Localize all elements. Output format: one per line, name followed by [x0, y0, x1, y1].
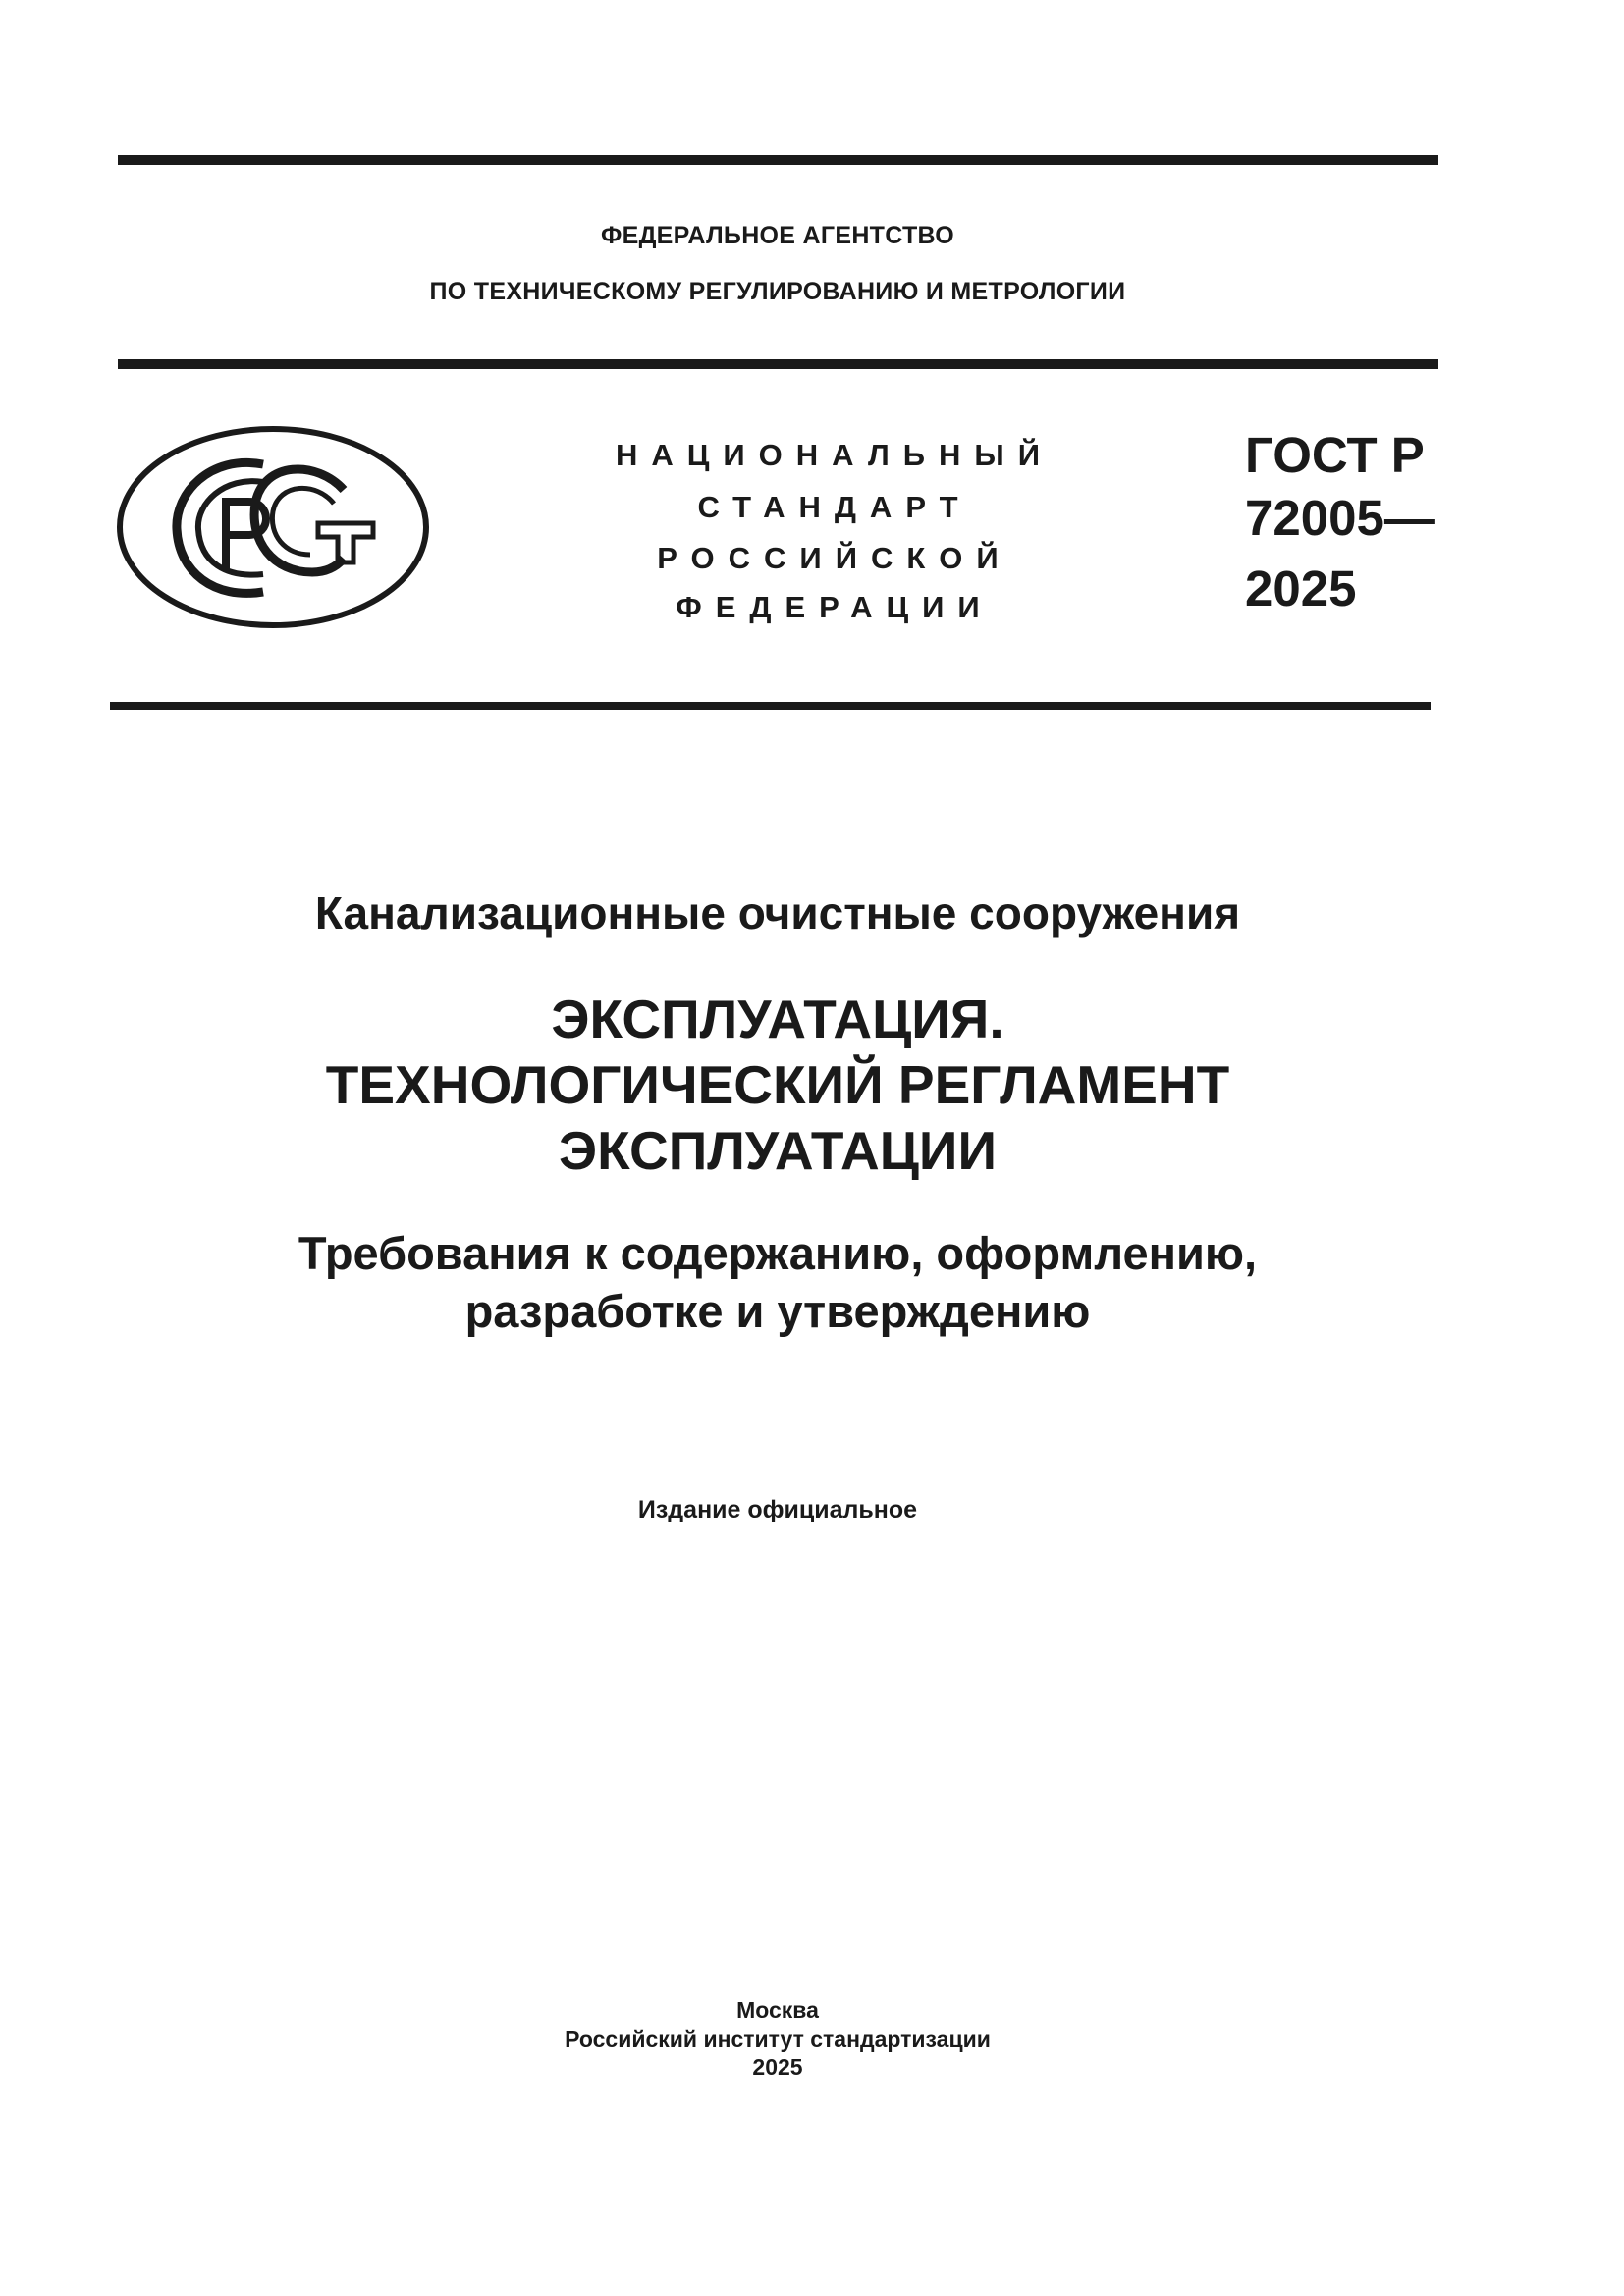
imprint-year: 2025: [752, 2055, 803, 2080]
rst-logo-icon: [116, 425, 430, 629]
document-subject: Канализационные очистные сооружения: [314, 887, 1241, 938]
agency-name-line-1: ФЕДЕРАЛЬНОЕ АГЕНТСТВО: [600, 222, 955, 249]
document-title-line: ТЕХНОЛОГИЧЕСКИЙ РЕГЛАМЕНТ: [325, 1054, 1230, 1115]
header-middle-rule: [118, 359, 1438, 369]
document-title-line: ЭКСПЛУАТАЦИИ: [559, 1120, 997, 1181]
header-top-rule: [118, 155, 1438, 165]
edition-note: Издание официальное: [637, 1496, 918, 1523]
imprint-publisher: Российский институт стандартизации: [565, 2026, 991, 2052]
standard-designation-line-3: 2025: [1245, 561, 1357, 616]
imprint-city: Москва: [736, 1998, 819, 2023]
agency-name-line-2: ПО ТЕХНИЧЕСКОМУ РЕГУЛИРОВАНИЮ И МЕТРОЛОГИИ: [429, 278, 1126, 305]
national-standard-line: НАЦИОНАЛЬНЫЙ: [615, 438, 1055, 472]
national-standard-line: ФЕДЕРАЦИИ: [676, 590, 994, 624]
document-title-line: ЭКСПЛУАТАЦИЯ.: [551, 988, 1004, 1049]
standard-designation-line-1: ГОСТ Р: [1245, 427, 1425, 483]
requirements-subtitle-line: разработке и утверждению: [464, 1285, 1091, 1337]
national-standard-line: РОССИЙСКОЙ: [657, 541, 1012, 575]
national-standard-line: СТАНДАРТ: [697, 490, 972, 524]
standard-designation-line-2: 72005—: [1245, 490, 1435, 546]
header-bottom-rule: [110, 702, 1431, 710]
requirements-subtitle-line: Требования к содержанию, оформлению,: [298, 1227, 1258, 1279]
